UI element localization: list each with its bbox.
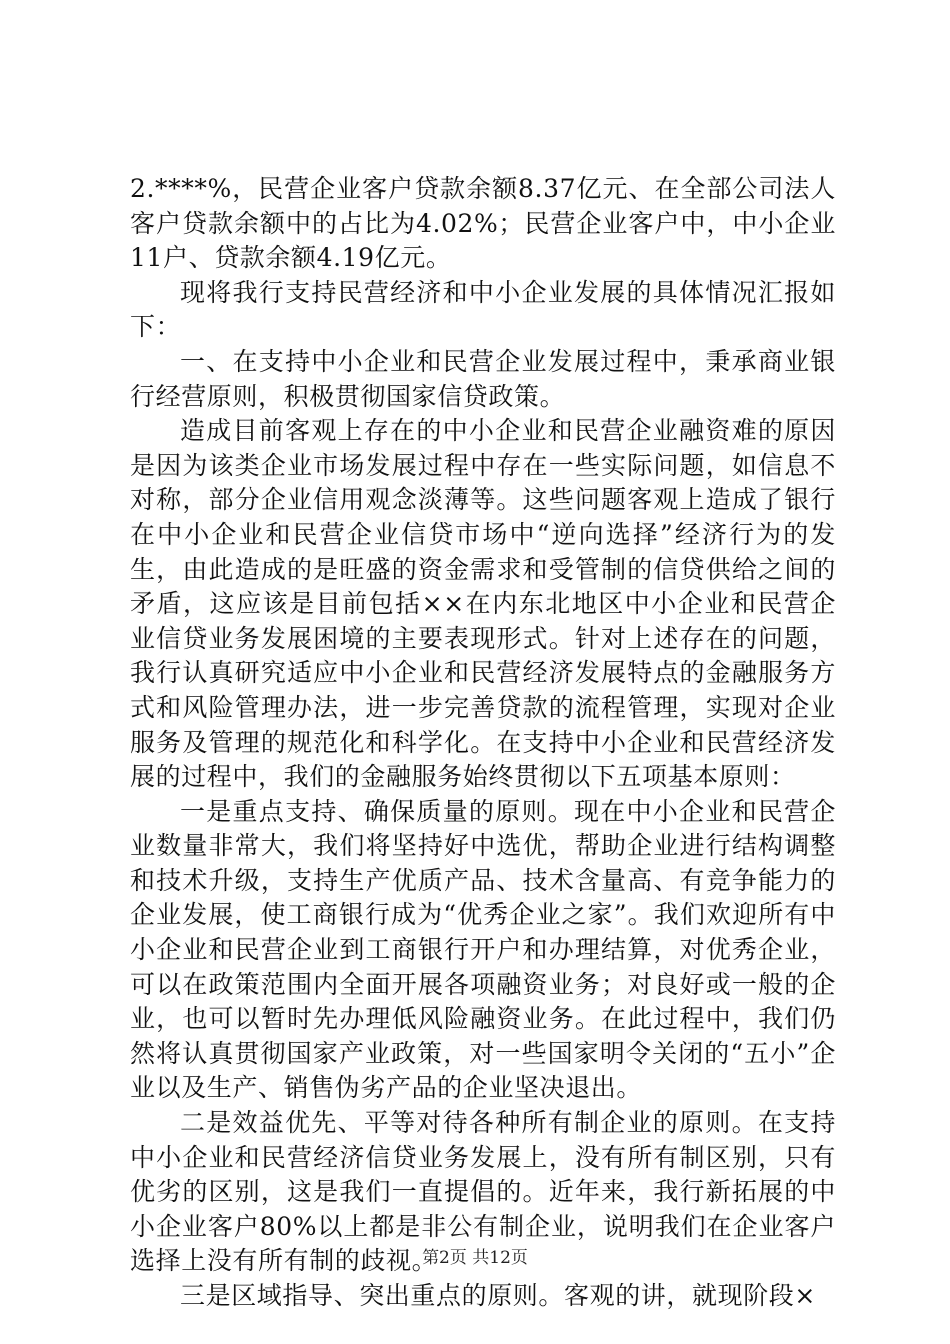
page-number-footer: 第2页 共12页	[422, 1248, 528, 1268]
paragraph-continuation: 2.****%，民营企业客户贷款余额8.37亿元、在全部公司法人客户贷款余额中的占比为4.02%；民营企业客户中，中小企业11户、贷款余额4.19亿元。	[130, 174, 836, 273]
paragraph-financing-causes: 造成目前客观上存在的中小企业和民营企业融资难的原因是因为该类企业市场发展过程中存在一些实际问题，如信息不对称，部分企业信用观念淡薄等。这些问题客观上造成了银行在中小企业和民营企业信贷市场中“逆向选择”经济行为的发生，由此造成的是旺盛的资金需求和受管制的信贷供给之间的矛盾，这应该是目前包括××在内东北地区中小企业和民营企业信贷业务发展困境的主要表现形式。针对上述存在的问题，我行认真研究适应中小企业和民营经济发展特点的金融服务方式和风险管理办法，进一步完善贷款的流程管理，实现对企业服务及管理的规范化和科学化。在支持中小企业和民营经济发展的过程中，我们的金融服务始终贯彻以下五项基本原则：	[130, 416, 836, 792]
paragraph-principle-one: 一是重点支持、确保质量的原则。现在中小企业和民营企业数量非常大，我们将坚持好中选优，帮助企业进行结构调整和技术升级，支持生产优质产品、技术含量高、有竞争能力的企业发展，使工商银行成为“优秀企业之家”。我们欢迎所有中小企业和民营企业到工商银行开户和办理结算，对优秀企业，可以在政策范围内全面开展各项融资业务；对良好或一般的企业，也可以暂时先办理低风险融资业务。在此过程中，我们仍然将认真贯彻国家产业政策，对一些国家明令关闭的“五小”企业以及生产、销售伪劣产品的企业坚决退出。	[130, 796, 836, 1103]
document-body	[130, 172, 836, 1314]
paragraph-intro: 现将我行支持民营经济和中小企业发展的具体情况汇报如下：	[130, 277, 836, 342]
paragraph-section-one-heading: 一、在支持中小企业和民营企业发展过程中，秉承商业银行经营原则，积极贯彻国家信贷政策。	[130, 346, 836, 411]
paragraph-principle-two: 二是效益优先、平等对待各种所有制企业的原则。在支持中小企业和民营经济信贷业务发展上，没有所有制区别，只有优劣的区别，这是我们一直提倡的。近年来，我行新拓展的中小企业客户80%以上都是非公有制企业，说明我们在企业客户选择上没有所有制的歧视。	[130, 1108, 836, 1276]
paragraph-principle-three: 三是区域指导、突出重点的原则。客观的讲，就现阶段×	[180, 1281, 816, 1310]
